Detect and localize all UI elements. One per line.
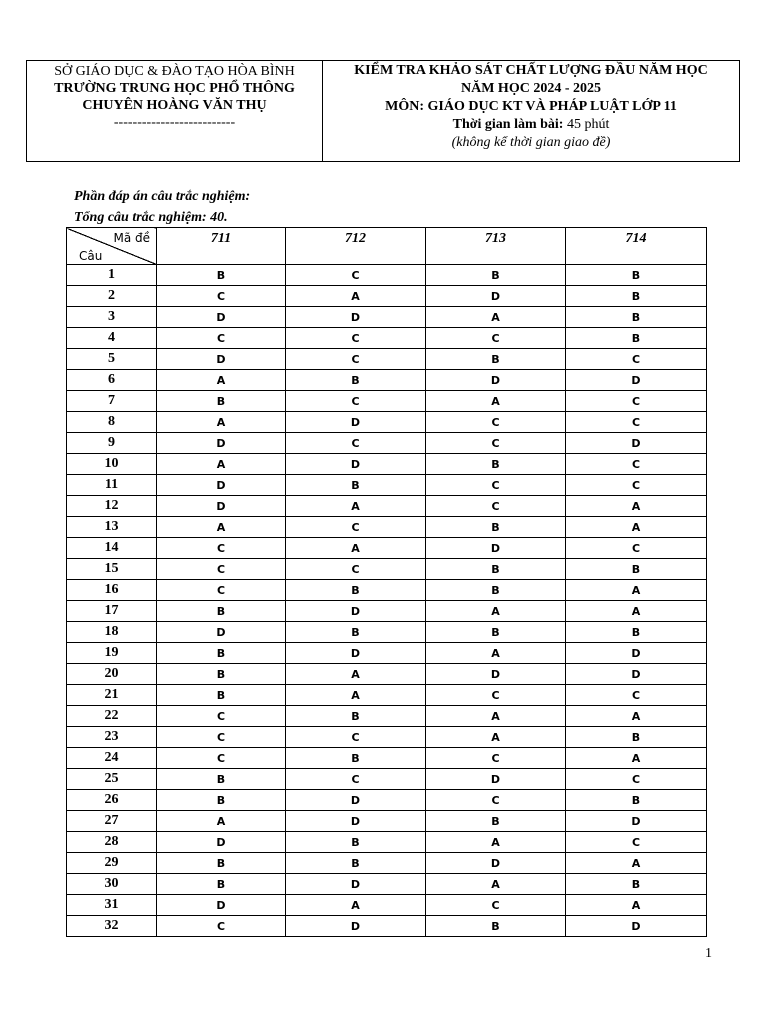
question-number: 8 <box>67 412 157 433</box>
answer-cell: A <box>157 370 286 391</box>
time-label: Thời gian làm bài: <box>452 117 564 132</box>
answer-cell: B <box>157 853 286 874</box>
table-row <box>67 349 707 370</box>
answer-cell: C <box>426 748 566 769</box>
answer-cell: D <box>286 454 426 475</box>
question-number: 21 <box>67 685 157 706</box>
question-number: 16 <box>67 580 157 601</box>
answer-cell: A <box>566 601 707 622</box>
answer-cell: A <box>426 601 566 622</box>
question-number: 14 <box>67 538 157 559</box>
table-row <box>67 307 707 328</box>
answer-cell: D <box>286 811 426 832</box>
answer-cell: B <box>157 391 286 412</box>
answer-cell: B <box>566 328 707 349</box>
answer-cell: D <box>286 916 426 937</box>
question-number: 11 <box>67 475 157 496</box>
answer-cell: C <box>157 328 286 349</box>
question-number: 3 <box>67 307 157 328</box>
question-number: 7 <box>67 391 157 412</box>
answer-cell: C <box>286 391 426 412</box>
answer-cell: B <box>157 265 286 286</box>
answer-cell: C <box>426 433 566 454</box>
table-row <box>67 475 707 496</box>
answer-cell: A <box>566 580 707 601</box>
answer-cell: A <box>426 391 566 412</box>
answer-cell: B <box>426 622 566 643</box>
table-row <box>67 769 707 790</box>
answer-cell: C <box>286 433 426 454</box>
answer-cell: C <box>566 349 707 370</box>
answer-cell: D <box>157 622 286 643</box>
answer-cell: D <box>286 412 426 433</box>
table-row <box>67 874 707 895</box>
question-number: 32 <box>67 916 157 937</box>
answer-cell: D <box>566 664 707 685</box>
answer-cell: A <box>286 286 426 307</box>
answer-cell: C <box>566 769 707 790</box>
answer-cell: A <box>157 517 286 538</box>
table-row <box>67 790 707 811</box>
answer-cell: B <box>286 853 426 874</box>
answer-cell: C <box>286 727 426 748</box>
answer-cell: A <box>426 706 566 727</box>
answer-cell: D <box>286 874 426 895</box>
table-row <box>67 454 707 475</box>
section-title: Phần đáp án câu trắc nghiệm: <box>74 189 251 204</box>
answer-cell: A <box>566 496 707 517</box>
question-number: 4 <box>67 328 157 349</box>
answer-cell: C <box>426 790 566 811</box>
answer-cell: B <box>566 790 707 811</box>
answer-cell: B <box>566 286 707 307</box>
answer-cell: B <box>157 874 286 895</box>
question-number: 22 <box>67 706 157 727</box>
table-row <box>67 265 707 286</box>
question-number: 18 <box>67 622 157 643</box>
question-number: 5 <box>67 349 157 370</box>
answer-cell: D <box>157 895 286 916</box>
question-number: 13 <box>67 517 157 538</box>
question-number: 19 <box>67 643 157 664</box>
answer-cell: C <box>426 895 566 916</box>
exam-code-header: 711 <box>157 228 286 265</box>
answer-cell: B <box>286 370 426 391</box>
answer-cell: D <box>286 643 426 664</box>
answer-cell: D <box>157 496 286 517</box>
answer-cell: A <box>286 895 426 916</box>
table-row <box>67 685 707 706</box>
answer-cell: A <box>426 832 566 853</box>
answer-cell: C <box>157 580 286 601</box>
question-number: 29 <box>67 853 157 874</box>
exam-code-header: 713 <box>426 228 566 265</box>
answer-cell: A <box>157 454 286 475</box>
table-row <box>67 832 707 853</box>
table-row <box>67 895 707 916</box>
question-number: 30 <box>67 874 157 895</box>
answer-cell: B <box>286 748 426 769</box>
answer-cell: D <box>566 811 707 832</box>
answer-cell: B <box>286 475 426 496</box>
answer-cell: B <box>426 349 566 370</box>
answer-cell: A <box>426 643 566 664</box>
answer-cell: C <box>426 496 566 517</box>
answer-cell: B <box>426 454 566 475</box>
answer-cell: B <box>566 559 707 580</box>
answer-cell: A <box>286 538 426 559</box>
answer-cell: C <box>426 328 566 349</box>
answer-cell: B <box>157 601 286 622</box>
table-row <box>67 559 707 580</box>
answer-cell: C <box>566 454 707 475</box>
answer-cell: A <box>566 517 707 538</box>
answer-cell: B <box>426 916 566 937</box>
answer-cell: C <box>157 538 286 559</box>
table-row <box>67 370 707 391</box>
answer-cell: D <box>157 832 286 853</box>
answer-cell: B <box>157 643 286 664</box>
document-header <box>26 60 740 162</box>
answer-cell: B <box>286 706 426 727</box>
question-number: 24 <box>67 748 157 769</box>
table-row <box>67 391 707 412</box>
answer-cell: A <box>286 496 426 517</box>
question-number: 15 <box>67 559 157 580</box>
exam-time <box>323 116 739 134</box>
exam-code-header: 712 <box>286 228 426 265</box>
answer-cell: A <box>566 706 707 727</box>
answer-cell: C <box>566 412 707 433</box>
answer-cell: C <box>286 349 426 370</box>
answer-cell: C <box>157 559 286 580</box>
corner-cell <box>67 228 157 265</box>
time-note: (không kể thời gian giao đề) <box>451 135 611 150</box>
answer-cell: A <box>426 727 566 748</box>
answer-cell: B <box>566 307 707 328</box>
header-divider: -------------------------- <box>113 115 236 130</box>
answer-cell: C <box>566 832 707 853</box>
answer-cell: D <box>286 601 426 622</box>
answer-cell: B <box>566 727 707 748</box>
answer-cell: D <box>426 286 566 307</box>
question-number: 10 <box>67 454 157 475</box>
answer-cell: A <box>566 853 707 874</box>
answer-cell: D <box>426 769 566 790</box>
answer-cell: D <box>426 853 566 874</box>
answer-cell: C <box>566 538 707 559</box>
answer-cell: C <box>426 685 566 706</box>
question-number: 28 <box>67 832 157 853</box>
question-number: 2 <box>67 286 157 307</box>
answer-cell: C <box>157 916 286 937</box>
answer-cell: B <box>566 265 707 286</box>
answer-cell: D <box>286 790 426 811</box>
table-row <box>67 580 707 601</box>
exam-code-label: Mã đề <box>113 231 150 245</box>
answer-cell: A <box>426 307 566 328</box>
answer-cell: B <box>426 517 566 538</box>
answer-table <box>66 227 707 937</box>
question-number: 20 <box>67 664 157 685</box>
table-row <box>67 601 707 622</box>
answer-cell: C <box>286 517 426 538</box>
answer-cell: C <box>157 748 286 769</box>
answer-cell: C <box>157 706 286 727</box>
answer-cell: C <box>426 412 566 433</box>
answer-cell: D <box>157 475 286 496</box>
answer-cell: D <box>566 433 707 454</box>
answer-cell: D <box>286 307 426 328</box>
question-number: 25 <box>67 769 157 790</box>
answer-cell: D <box>426 370 566 391</box>
answer-cell: A <box>157 811 286 832</box>
answer-cell: C <box>566 391 707 412</box>
table-row <box>67 538 707 559</box>
page-number: 1 <box>705 946 712 961</box>
answer-cell: A <box>426 874 566 895</box>
question-number: 9 <box>67 433 157 454</box>
table-row <box>67 286 707 307</box>
table-row <box>67 433 707 454</box>
question-number: 23 <box>67 727 157 748</box>
answer-cell: D <box>566 643 707 664</box>
answer-cell: B <box>286 580 426 601</box>
table-row <box>67 664 707 685</box>
answer-cell: B <box>157 664 286 685</box>
table-row <box>67 811 707 832</box>
answer-cell: D <box>157 433 286 454</box>
answer-table-body <box>67 265 707 937</box>
department-name: SỞ GIÁO DỤC & ĐÀO TẠO HÒA BÌNH <box>54 64 295 79</box>
table-row <box>67 916 707 937</box>
answer-cell: B <box>157 685 286 706</box>
subject: MÔN: GIÁO DỤC KT VÀ PHÁP LUẬT LỚP 11 <box>385 99 677 114</box>
table-row <box>67 412 707 433</box>
answer-cell: B <box>426 559 566 580</box>
answer-cell: D <box>566 916 707 937</box>
answer-cell: C <box>157 286 286 307</box>
answer-cell: C <box>286 559 426 580</box>
table-row <box>67 496 707 517</box>
question-number: 27 <box>67 811 157 832</box>
question-number: 17 <box>67 601 157 622</box>
answer-cell: A <box>157 412 286 433</box>
answer-cell: A <box>286 664 426 685</box>
question-number: 26 <box>67 790 157 811</box>
question-total: Tổng câu trắc nghiệm: 40. <box>74 210 228 225</box>
answer-cell: A <box>566 748 707 769</box>
table-row <box>67 643 707 664</box>
answer-cell: B <box>566 622 707 643</box>
table-row <box>67 706 707 727</box>
answer-cell: B <box>157 769 286 790</box>
table-row <box>67 328 707 349</box>
answer-cell: B <box>157 790 286 811</box>
answer-cell: C <box>426 475 566 496</box>
answer-cell: B <box>286 832 426 853</box>
table-row <box>67 622 707 643</box>
exam-code-header: 714 <box>566 228 707 265</box>
table-row <box>67 748 707 769</box>
answer-cell: B <box>426 265 566 286</box>
answer-cell: D <box>157 307 286 328</box>
school-name: CHUYÊN HOÀNG VĂN THỤ <box>82 98 267 113</box>
answer-cell: C <box>286 328 426 349</box>
question-number: 31 <box>67 895 157 916</box>
answer-cell: C <box>566 475 707 496</box>
question-number: 1 <box>67 265 157 286</box>
answer-cell: A <box>286 685 426 706</box>
header-exam-block <box>323 61 739 161</box>
school-year: NĂM HỌC 2024 - 2025 <box>461 81 601 96</box>
question-number: 12 <box>67 496 157 517</box>
answer-cell: C <box>566 685 707 706</box>
question-label: Câu <box>79 249 103 263</box>
answer-cell: C <box>286 769 426 790</box>
question-number: 6 <box>67 370 157 391</box>
answer-cell: D <box>566 370 707 391</box>
school-type: TRƯỜNG TRUNG HỌC PHỔ THÔNG <box>54 81 295 96</box>
answer-cell: C <box>157 727 286 748</box>
answer-cell: A <box>566 895 707 916</box>
answer-table-header <box>67 228 707 265</box>
header-school-block <box>27 61 323 161</box>
answer-cell: B <box>286 622 426 643</box>
exam-title: KIỂM TRA KHẢO SÁT CHẤT LƯỢNG ĐẦU NĂM HỌC <box>354 63 708 78</box>
table-row <box>67 853 707 874</box>
answer-cell: D <box>426 664 566 685</box>
answer-cell: B <box>426 811 566 832</box>
answer-cell: C <box>286 265 426 286</box>
time-value: 45 phút <box>566 117 610 132</box>
answer-cell: B <box>426 580 566 601</box>
answer-cell: D <box>426 538 566 559</box>
table-row <box>67 517 707 538</box>
answer-cell: B <box>566 874 707 895</box>
answer-cell: D <box>157 349 286 370</box>
table-row <box>67 727 707 748</box>
